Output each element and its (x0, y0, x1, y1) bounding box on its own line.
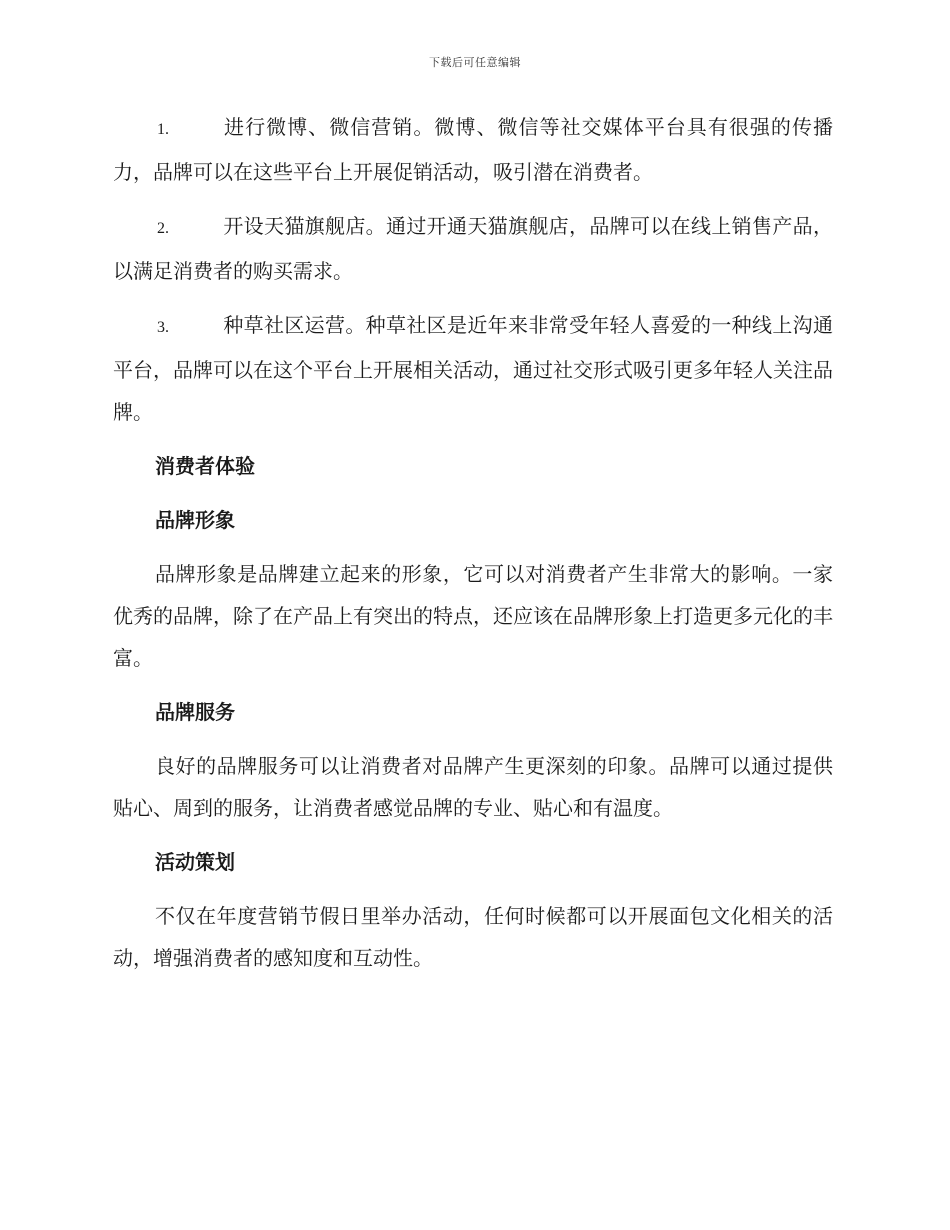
header-note: 下载后可任意编辑 (429, 56, 521, 69)
list-item-2 (113, 205, 833, 292)
heading-event-planning: 活动策划 (155, 850, 235, 874)
list-text: 进行微博、微信营销。微博、微信等社交媒体平台具有很强的传播力，品牌可以在这些平台上开展促销活动，吸引潜在消费者。 (113, 115, 833, 184)
list-number: 2. (157, 220, 169, 237)
list-text: 种草社区运营。种草社区是近年来非常受年轻人喜爱的一种线上沟通平台，品牌可以在这个平台上开展相关活动，通过社交形式吸引更多年轻人关注品牌。 (113, 313, 833, 424)
list-number: 1. (157, 121, 169, 138)
heading-brand-service: 品牌服务 (155, 700, 235, 724)
heading-consumer-experience: 消费者体验 (155, 454, 255, 478)
paragraph-brand-image: 品牌形象是品牌建立起来的形象，它可以对消费者产生非常大的影响。一家优秀的品牌，除了在产品上有突出的特点，还应该在品牌形象上打造更多元化的丰富。 (113, 562, 833, 670)
list-text: 开设天猫旗舰店。通过开通天猫旗舰店，品牌可以在线上销售产品，以满足消费者的购买需求。 (113, 214, 833, 283)
paragraph-brand-service: 良好的品牌服务可以让消费者对品牌产生更深刻的印象。品牌可以通过提供贴心、周到的服务，让消费者感觉品牌的专业、贴心和有温度。 (113, 754, 833, 820)
heading-brand-image: 品牌形象 (155, 508, 235, 532)
document-body (113, 106, 833, 991)
list-item-3 (113, 304, 833, 433)
paragraph-event-planning: 不仅在年度营销节假日里举办活动，任何时候都可以开展面包文化相关的活动，增强消费者的感知度和互动性。 (113, 904, 833, 970)
list-item-1 (113, 106, 833, 193)
list-number: 3. (157, 319, 169, 336)
